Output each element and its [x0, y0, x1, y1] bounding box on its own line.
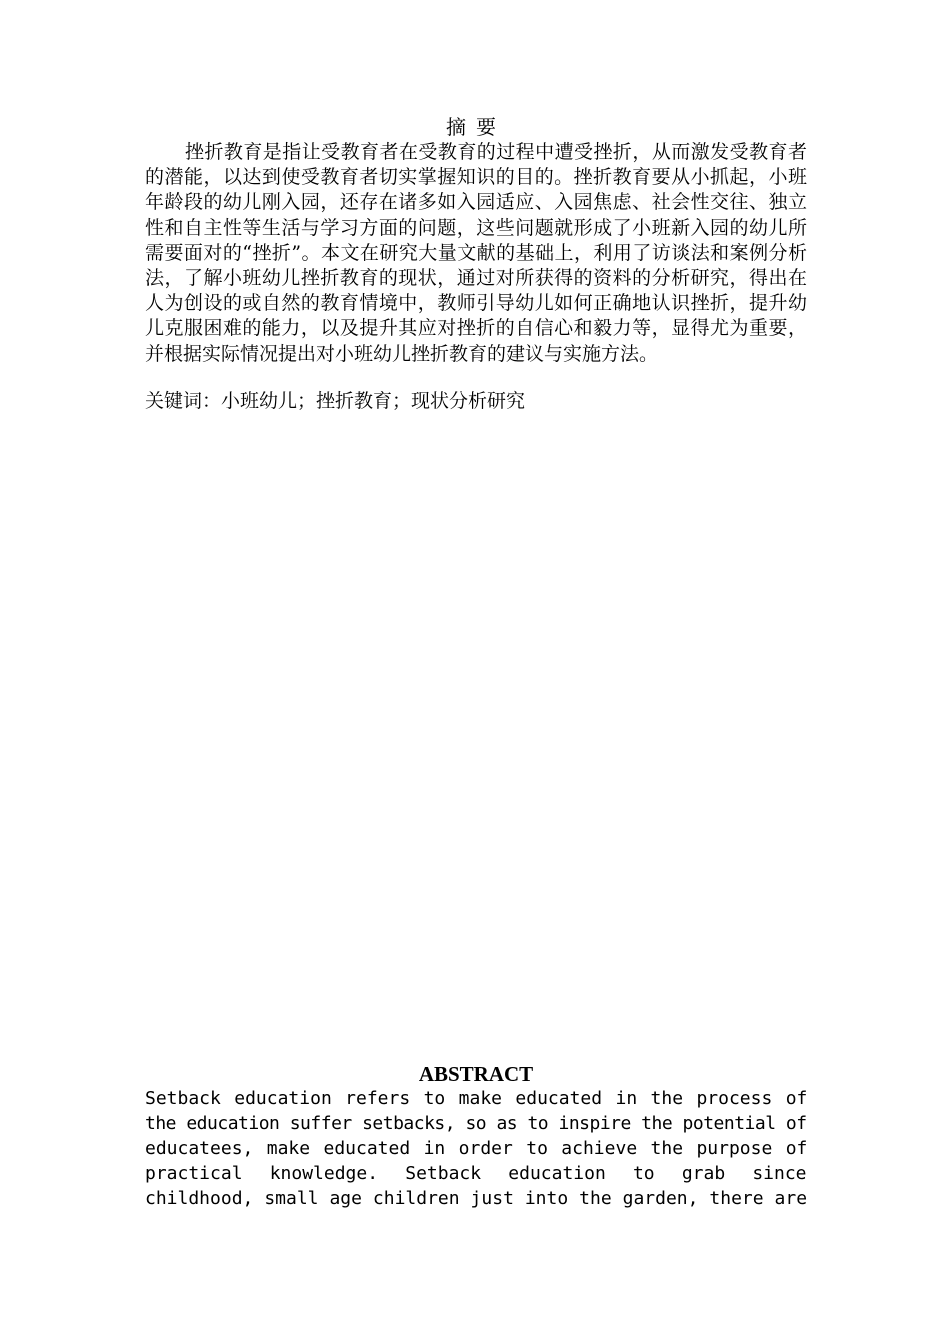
abstract-cn-keywords [145, 388, 807, 414]
keywords-text: 小班幼儿；挫折教育；现状分析研究 [221, 390, 526, 412]
abstract-en-title: ABSTRACT [418, 1062, 534, 1086]
abstract-en-line: the education suffer setbacks, so as to inspire the potential of [145, 1113, 807, 1134]
abstract-en-body [145, 1086, 807, 1211]
keywords-label: 关键词： [145, 390, 222, 412]
abstract-en-line: practical knowledge. Setback education to grab since [145, 1163, 807, 1184]
abstract-en-line: childhood, small age children just into the garden, there are [145, 1188, 807, 1209]
abstract-cn-title: 摘要 [446, 115, 506, 139]
abstract-en-line: Setback education refers to make educated in the process of [145, 1088, 807, 1109]
abstract-en-line: educatees, make educated in order to achieve the purpose of [145, 1138, 807, 1159]
abstract-cn-body: 挫折教育是指让受教育者在受教育的过程中遭受挫折，从而激发受教育者的潜能，以达到使受教育者切实掌握知识的目的。挫折教育要从小抓起，小班年龄段的幼儿刚入园，还存在诸多如入园适应、入园焦虑、社会性交往、独立性和自主性等生活与学习方面的问题，这些问题就形成了小班新入园的幼儿所需要面对的“挫折”。本文在研究大量文献的基础上，利用了访谈法和案例分析法，了解小班幼儿挫折教育的现状，通过对所获得的资料的分析研究，得出在人为创设的或自然的教育情境中，教师引导幼儿如何正确地认识挫折，提升幼儿克服困难的能力，以及提升其应对挫折的自信心和毅力等，显得尤为重要，并根据实际情况提出对小班幼儿挫折教育的建议与实施方法。 [145, 141, 807, 365]
